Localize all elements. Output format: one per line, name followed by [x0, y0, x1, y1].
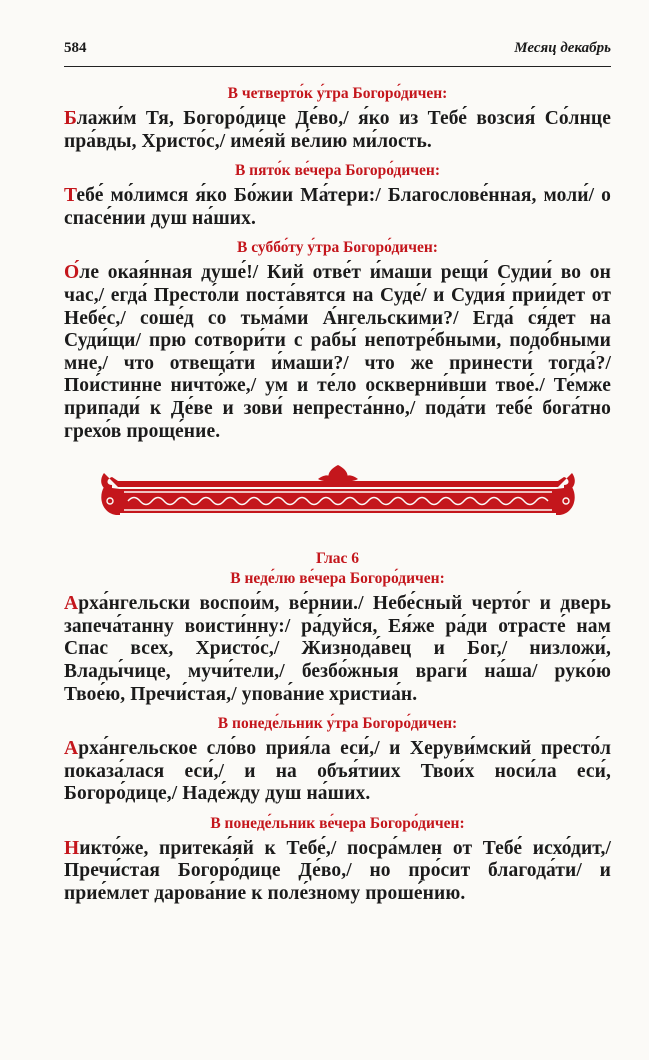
hymn-text	[64, 738, 611, 806]
section-heading: В понеде́льник у́тра Богоро́дичен:	[217, 715, 458, 733]
tone-heading: Глас 6	[315, 550, 360, 568]
hymn-body: икто́же, притека́яй к Тебе́,/ посра́млен от Тебе́ исхо́дит,/ Пречи́стая Богоро́дице Де́во,/ но про́сит благода́ти/ и прие́млет дарова́ние к поле́зному проше́нию.	[64, 837, 611, 905]
section-heading: В понеде́льник ве́чера Богоро́дичен:	[210, 814, 465, 832]
drop-cap: Т	[64, 185, 77, 207]
drop-cap: А	[64, 738, 79, 760]
hymn-text	[64, 185, 611, 230]
section-heading: В пято́к ве́чера Богоро́дичен:	[234, 162, 441, 180]
hymn-text	[64, 108, 611, 153]
hymn-text	[64, 262, 611, 443]
section-heading: В четверто́к у́тра Богоро́дичен:	[227, 85, 448, 102]
drop-cap: Н	[64, 837, 80, 859]
running-head: Месяц декабрь	[514, 40, 611, 56]
drop-cap: А	[64, 593, 79, 615]
drop-cap: О	[64, 262, 80, 284]
header-rule	[64, 66, 611, 67]
hymn-body: рха́нгельское сло́во прия́ла еси́,/ и Херуви́мский престо́л показа́лася еси́,/ и на объя́тиих Твои́х носи́ла еси́, Богоро́дице,/ Наде́жду душ на́ших.	[64, 738, 611, 805]
hymn-body: лажи́м Тя, Богоро́дице Де́во,/ я́ко из Тебе́ возсия́ Со́лнце пра́вды, Христо́с,/ име́яй ве́лию ми́лость.	[64, 108, 611, 152]
hymn-text	[64, 593, 611, 706]
page-header	[64, 40, 611, 62]
section-heading: В суббо́ту у́тра Богоро́дичен:	[237, 239, 438, 257]
hymn-body: ́ле окая́нная душе́!/ Кий отве́т и́маши рещи́ Судии́ во он час,/ егда́ Престо́ли поста́вятся на Суде́/ и Судия́ прии́дет от Небе́с,/ соше́д со тьма́ми А́нгельскими?/ Егда́ ся́дет на Суди́щи/ прю сотвори́ти с рабы́ непотре́бными, подо́бными мне,/ что отвеща́ти и́маши?/ что же принести́ тогда́?/ Пои́стинне ничто́же,/ ум и те́ло оскверни́вши твое́./ Те́мже припади́ к Де́ве и зови́ непреста́нно,/ пода́ти тебе́ бога́тно грехо́в проще́ние.	[64, 262, 611, 442]
drop-cap: Б	[64, 108, 77, 129]
hymn-text	[64, 838, 611, 906]
section-heading: В неде́лю ве́чера Богоро́дичен:	[230, 570, 445, 588]
decorative-headpiece	[98, 463, 578, 519]
page-number: 584	[64, 40, 87, 56]
hymn-body: рха́нгельски воспои́м, ве́рнии./ Небе́сный черто́г и дверь запеча́танну воисти́нну:/ ра́дуйся, Ея́же ра́ди отрасте́ нам Спас всех, Христо́с,/ Жизнода́вец и Бог,/ низложи́, Влады́чице, мучи́тели,/ безбо́жныя враги́ на́ша/ руко́ю Твое́ю, Пречи́стая,/ упова́ние христиа́н.	[64, 593, 611, 705]
page-content	[64, 84, 611, 914]
hymn-body: ебе́ мо́лимся я́ко Бо́жии Ма́тери:/ Благослове́нная, моли́/ о спасе́нии душ на́ших.	[64, 185, 611, 229]
